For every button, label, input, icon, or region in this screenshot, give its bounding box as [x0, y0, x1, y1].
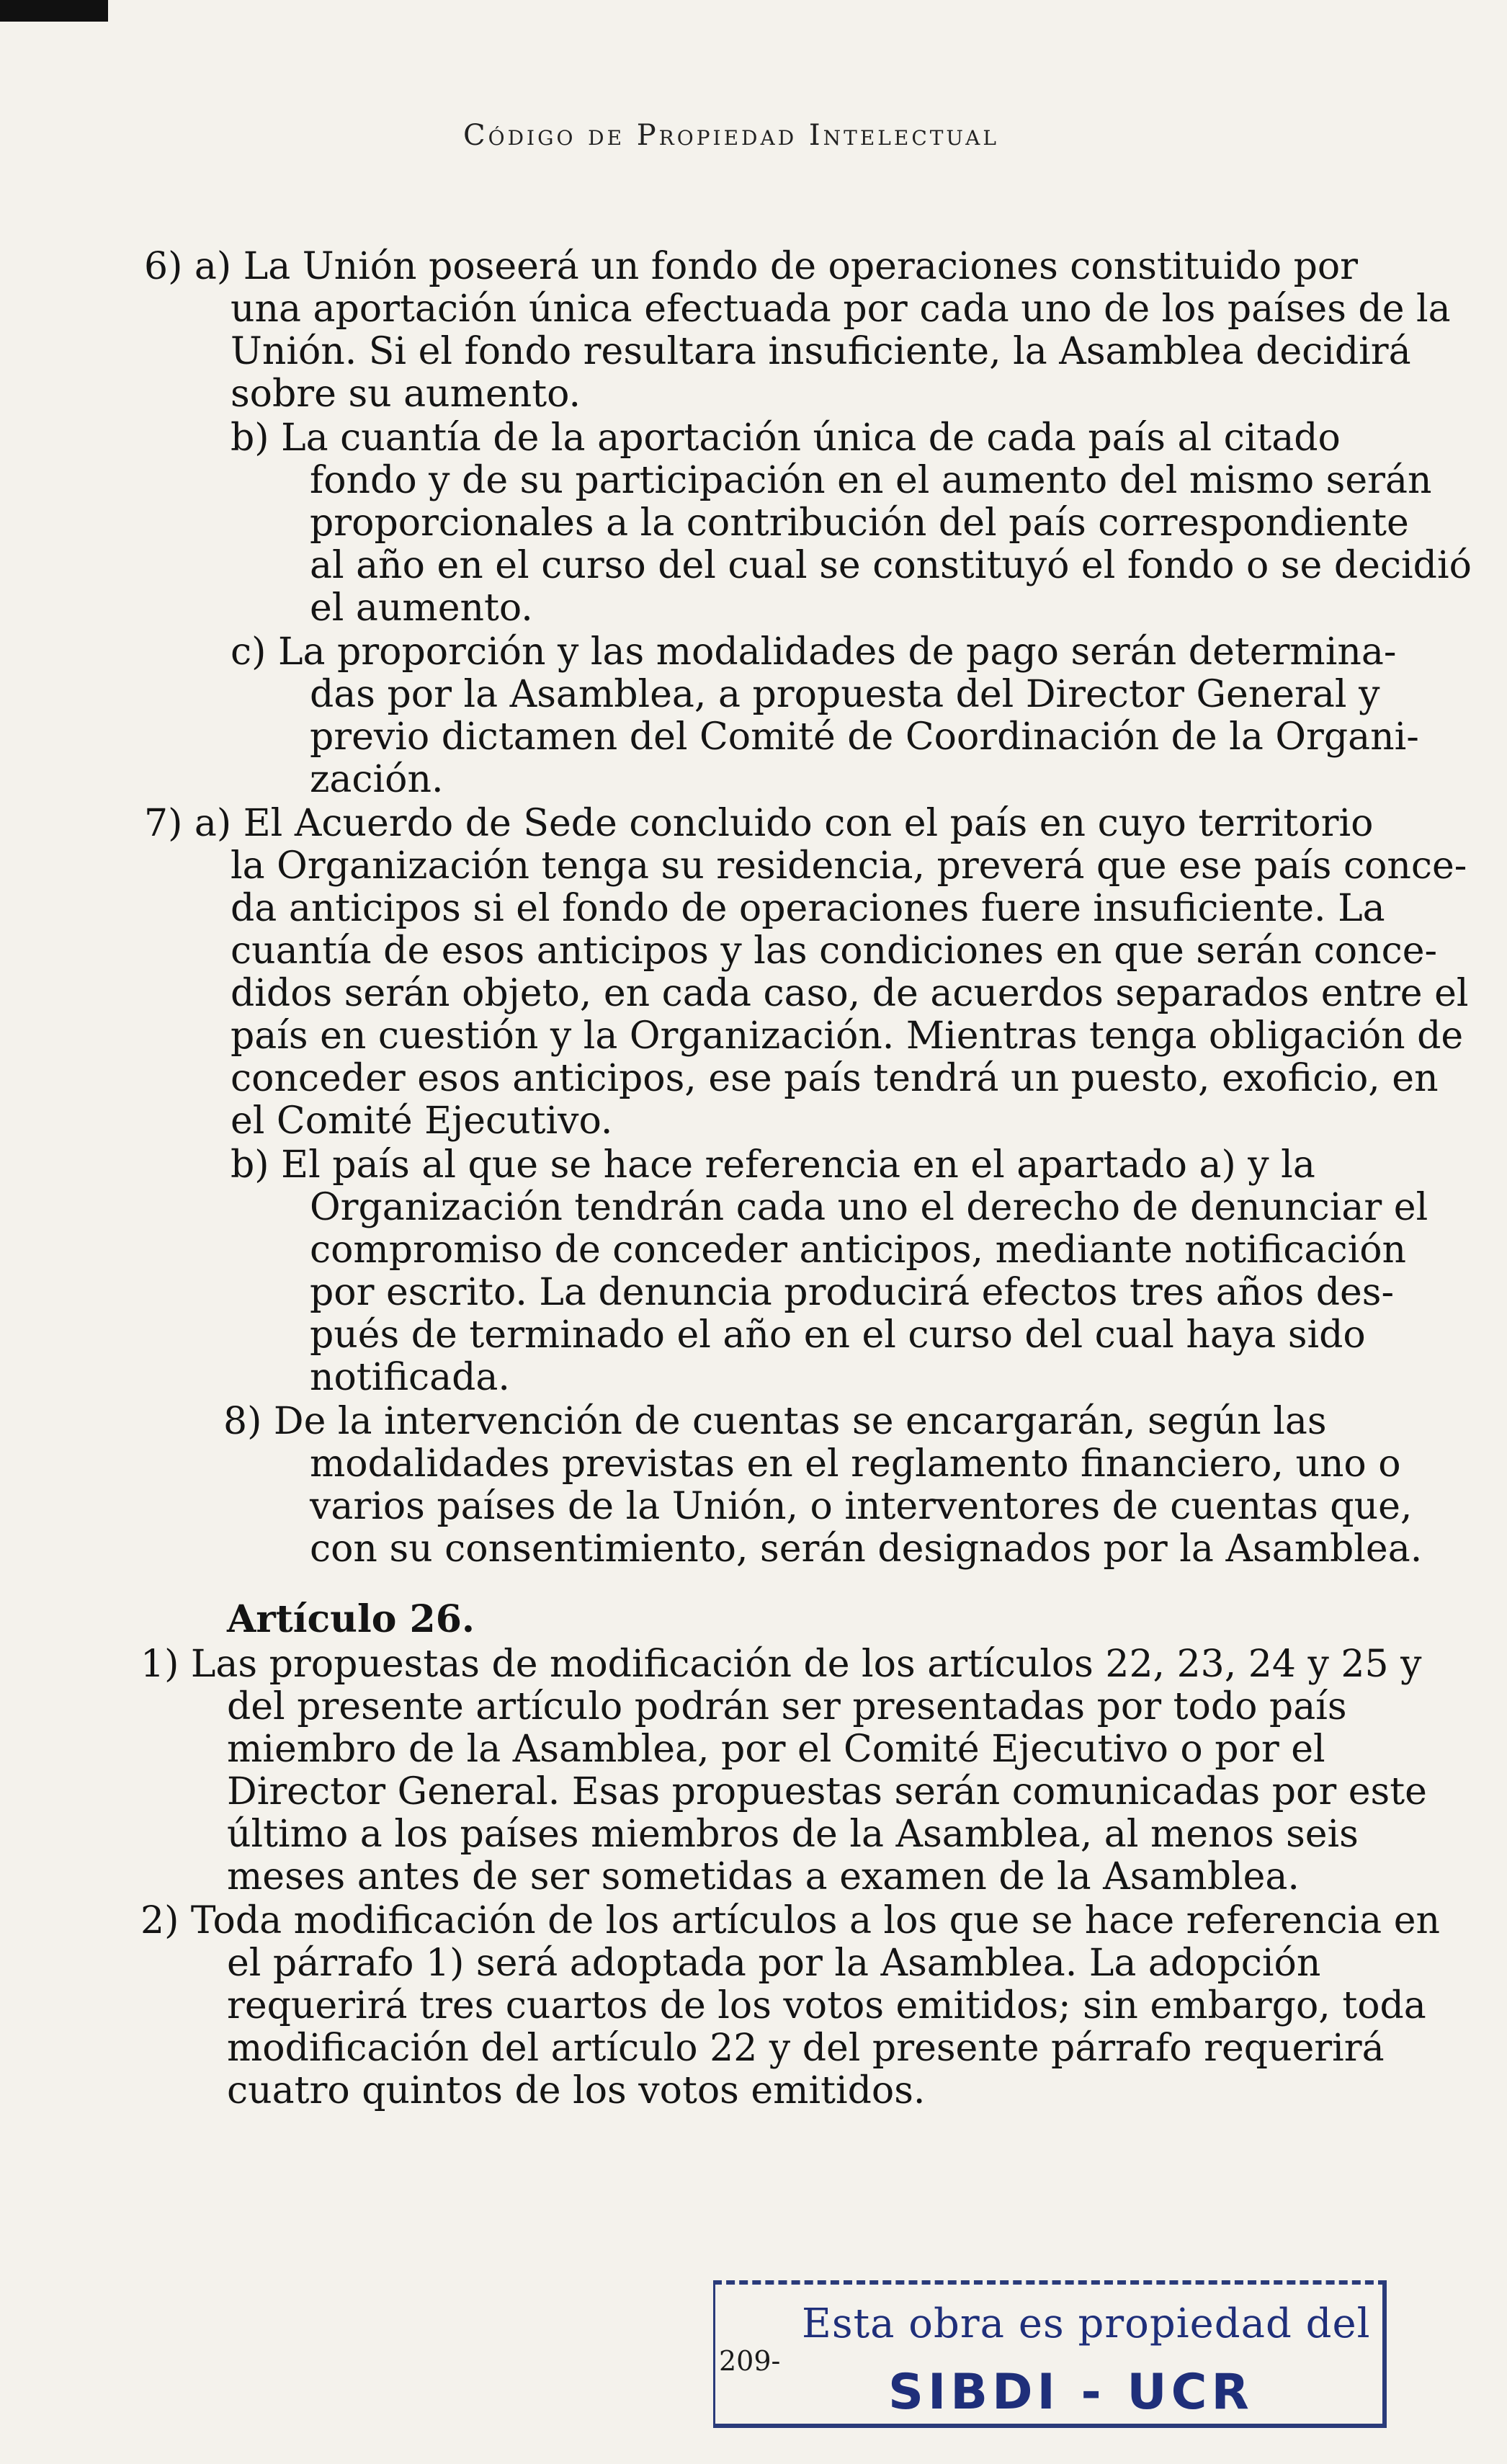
running-head: Código de Propiedad Intelectual	[463, 119, 999, 152]
body-line: el aumento.	[310, 586, 533, 630]
body-line: del presente artículo podrán ser presentadas por todo país	[227, 1685, 1347, 1728]
body-line: modificación del artículo 22 y del presente párrafo requerirá	[227, 2027, 1385, 2070]
body-line: último a los países miembros de la Asamblea, al menos seis	[227, 1813, 1359, 1856]
body-line: miembro de la Asamblea, por el Comité Ejecutivo o por el	[227, 1728, 1325, 1771]
body-line: varios países de la Unión, o interventores de cuentas que,	[310, 1485, 1413, 1528]
stamp-line-2: SIBDI - UCR	[888, 2364, 1253, 2421]
scan-edge-mark	[0, 0, 108, 22]
body-line: c) La proporción y las modalidades de pago serán determina-	[231, 630, 1397, 674]
body-line: da anticipos si el fondo de operaciones fuere insuficiente. La	[231, 887, 1385, 930]
body-line: didos serán objeto, en cada caso, de acuerdos separados entre el	[231, 972, 1469, 1015]
body-line: conceder esos anticipos, ese país tendrá un puesto, exoficio, en	[231, 1057, 1439, 1100]
body-line: al año en el curso del cual se constituyó el fondo o se decidió	[310, 544, 1472, 587]
body-line: Unión. Si el fondo resultara insuficiente, la Asamblea decidirá	[231, 330, 1411, 373]
body-line: país en cuestión y la Organización. Mientras tenga obligación de	[231, 1014, 1464, 1058]
body-line: con su consentimiento, serán designados por la Asamblea.	[310, 1527, 1423, 1571]
body-line: sobre su aumento.	[231, 372, 581, 416]
body-line: meses antes de ser sometidas a examen de la Asamblea.	[227, 1855, 1300, 1898]
body-line: requerirá tres cuartos de los votos emitidos; sin embargo, toda	[227, 1984, 1426, 2027]
body-line: 6) a) La Unión poseerá un fondo de operaciones constituido por	[144, 245, 1359, 288]
body-line: 8) De la intervención de cuentas se encargarán, según las	[223, 1400, 1327, 1443]
body-line: el párrafo 1) será adoptada por la Asamblea. La adopción	[227, 1942, 1321, 1985]
body-line: Director General. Esas propuestas serán comunicadas por este	[227, 1770, 1427, 1813]
body-line: fondo y de su participación en el aumento del mismo serán	[310, 459, 1432, 502]
body-line: 1) Las propuestas de modificación de los artículos 22, 23, 24 y 25 y	[140, 1643, 1422, 1686]
body-line: b) La cuantía de la aportación única de cada país al citado	[231, 416, 1341, 460]
body-line: 2) Toda modificación de los artículos a los que se hace referencia en	[140, 1899, 1440, 1942]
body-line: 7) a) El Acuerdo de Sede concluido con el país en cuyo territorio	[144, 802, 1374, 845]
body-line: el Comité Ejecutivo.	[231, 1099, 613, 1143]
body-line: modalidades previstas en el reglamento financiero, uno o	[310, 1442, 1401, 1486]
page-number: 209-	[719, 2345, 781, 2377]
body-line: proporcionales a la contribución del país correspondiente	[310, 501, 1409, 545]
body-line: la Organización tenga su residencia, preverá que ese país conce-	[231, 844, 1467, 888]
body-line: cuatro quintos de los votos emitidos.	[227, 2069, 926, 2112]
body-line: das por la Asamblea, a propuesta del Director General y	[310, 673, 1380, 716]
body-line: notificada.	[310, 1356, 510, 1399]
body-line: b) El país al que se hace referencia en el apartado a) y la	[231, 1143, 1315, 1187]
stamp-line-1: Esta obra es propiedad del	[802, 2300, 1371, 2347]
body-line: cuantía de esos anticipos y las condiciones en que serán conce-	[231, 929, 1438, 973]
body-line: por escrito. La denuncia producirá efectos tres años des-	[310, 1271, 1395, 1314]
body-line: Organización tendrán cada uno el derecho de denunciar el	[310, 1186, 1428, 1229]
body-line: compromiso de conceder anticipos, mediante notificación	[310, 1228, 1406, 1272]
library-stamp	[713, 2280, 1387, 2428]
article-heading: Artículo 26.	[227, 1597, 475, 1641]
body-line: pués de terminado el año en el curso del cual haya sido	[310, 1313, 1366, 1357]
body-line: zación.	[310, 758, 444, 801]
body-line: previo dictamen del Comité de Coordinación de la Organi-	[310, 715, 1419, 759]
body-line: una aportación única efectuada por cada uno de los países de la	[231, 287, 1451, 331]
